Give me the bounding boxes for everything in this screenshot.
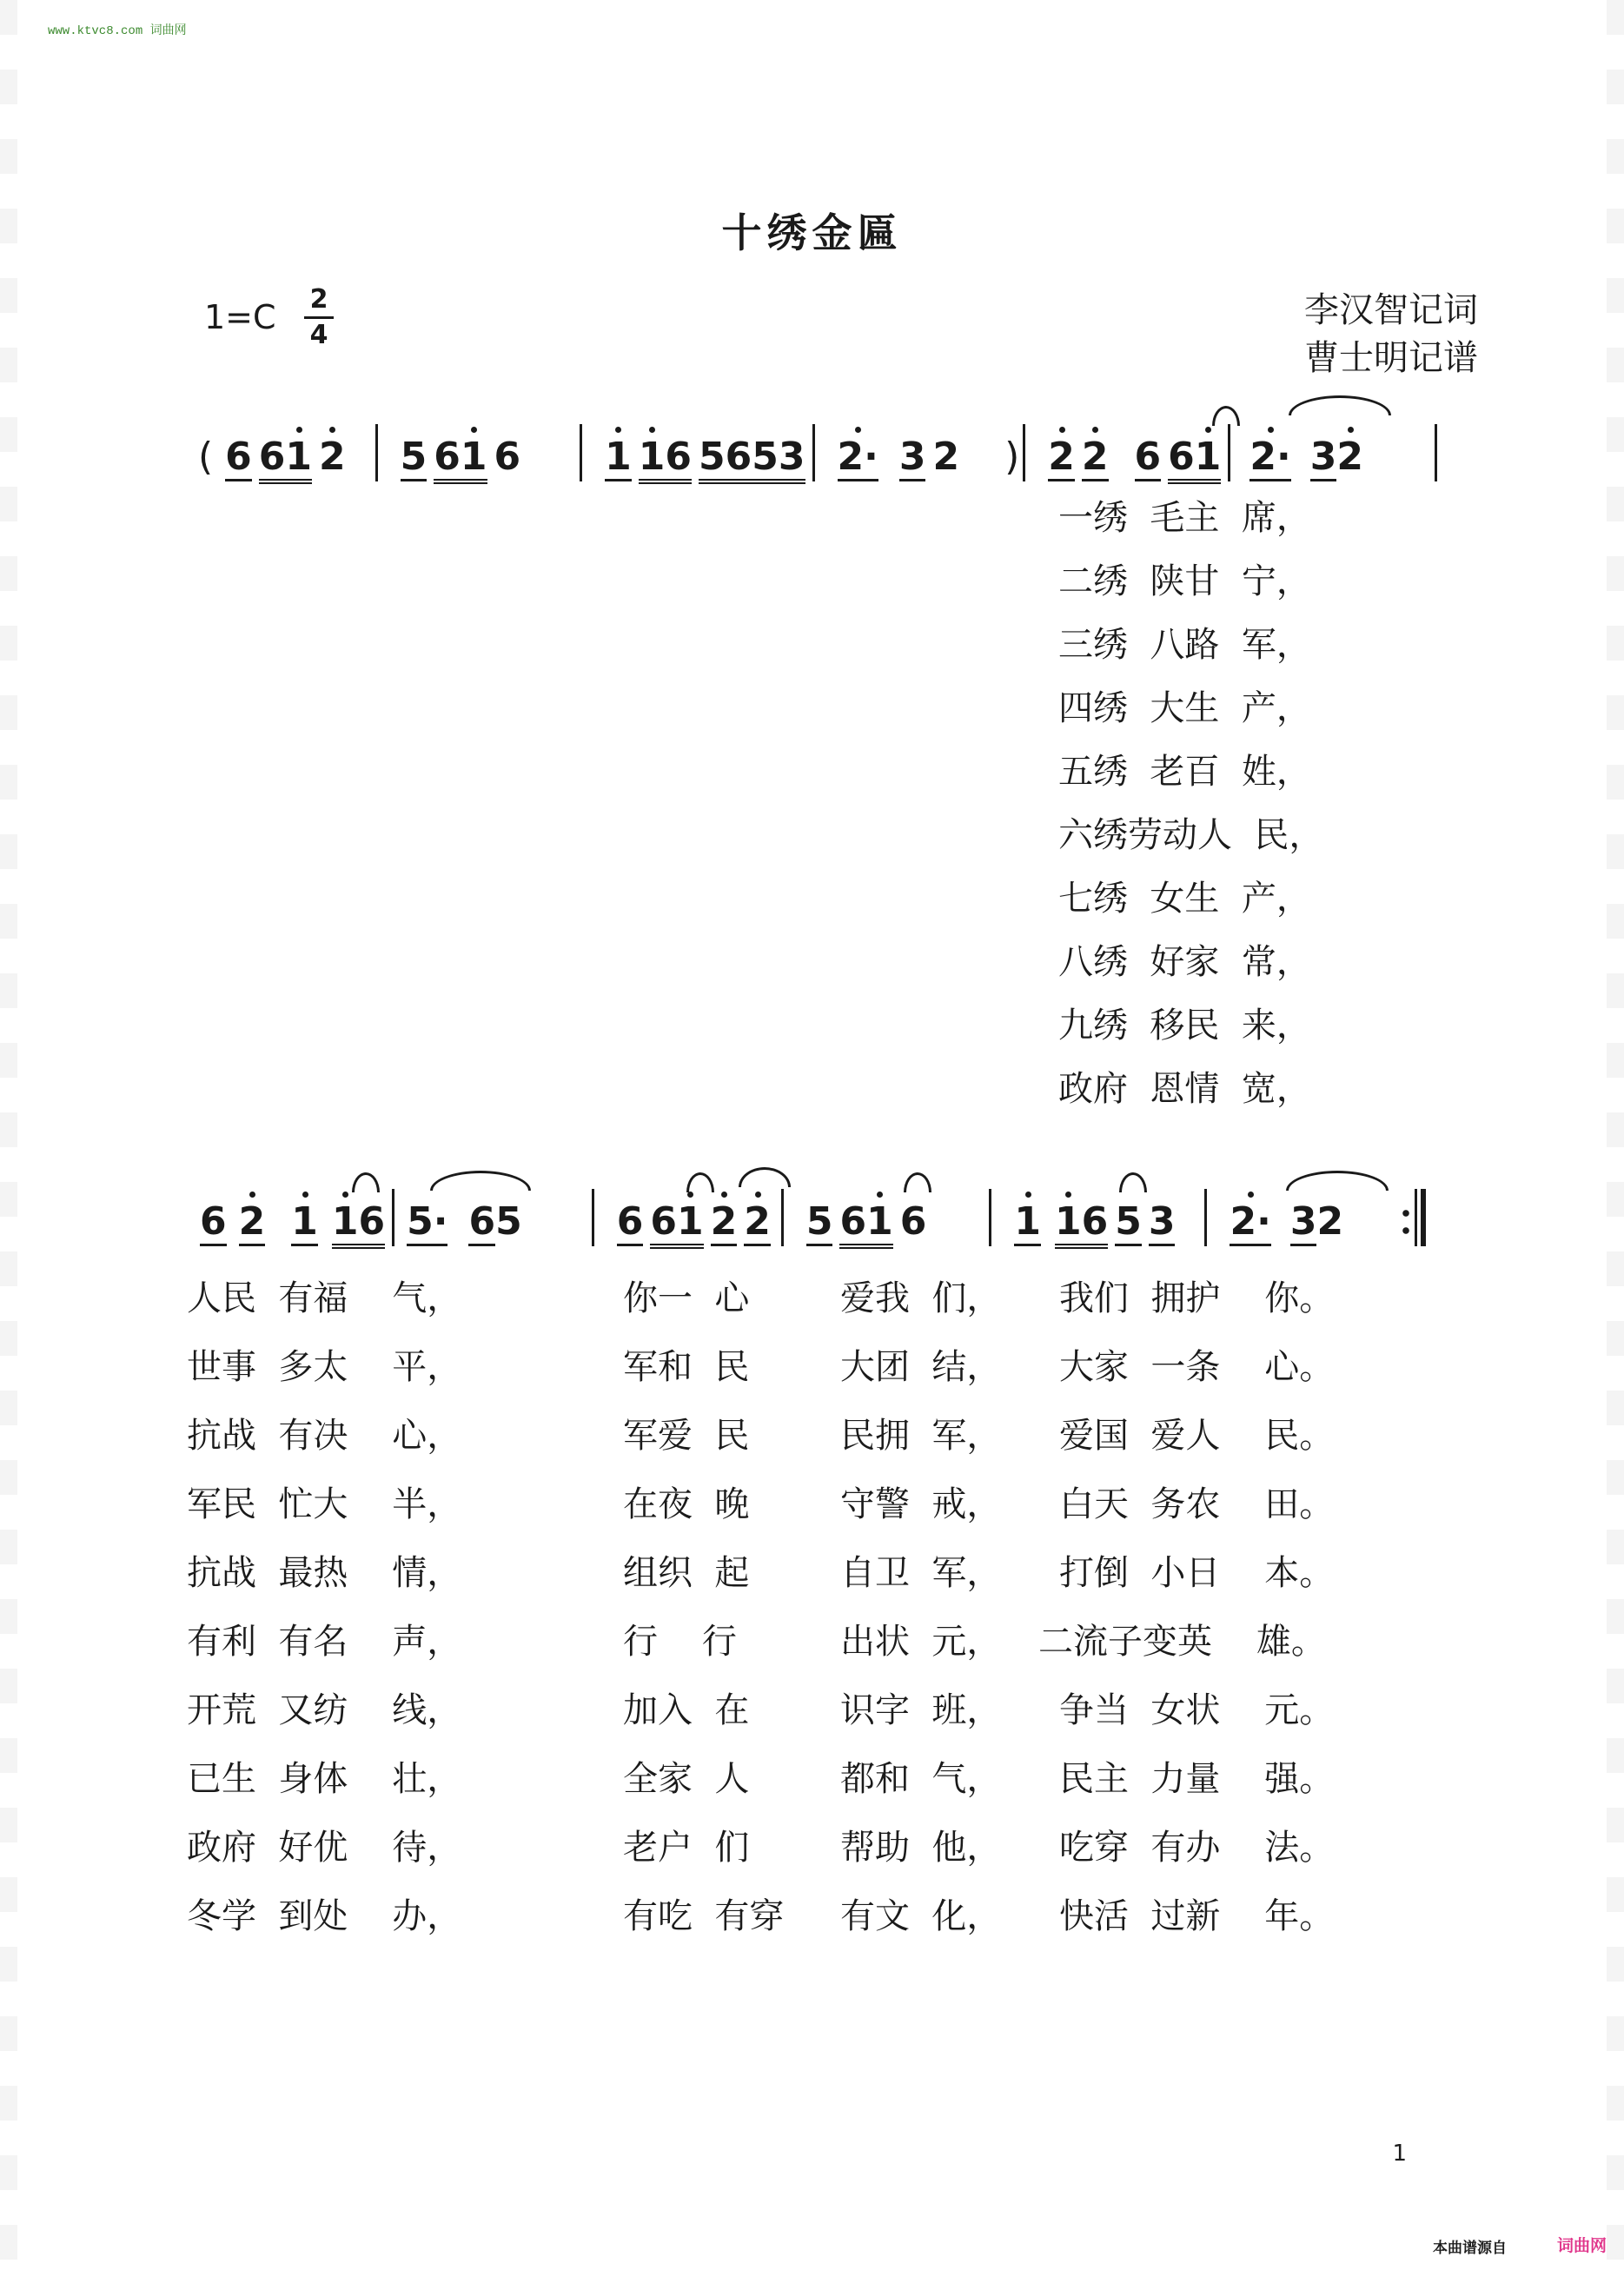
note: 6 (1168, 435, 1195, 484)
note: 1 (461, 435, 487, 484)
lyric-line: 民主 力量 强。 (1059, 1759, 1335, 1799)
lyric-line: 有吃 有穿 (623, 1896, 785, 1936)
note: 2· (1230, 1199, 1270, 1246)
lyric-line: 大家 一条 心。 (1059, 1347, 1335, 1387)
lyric-line: 吃穿 有办 法。 (1059, 1828, 1335, 1868)
lyric-line: 加入 在 (623, 1690, 750, 1730)
verse-lyrics-col-a (187, 1265, 461, 1951)
footer-site-logo[interactable]: 词曲网 (1556, 2236, 1607, 2255)
note: 2 (1336, 435, 1363, 479)
slur (1286, 1171, 1389, 1191)
lyric-line: 六绣劳动人 民， (1058, 815, 1324, 855)
barline (1435, 424, 1437, 481)
lyric-line: 冬学 到处 办， (187, 1896, 462, 1936)
lyric-line: 有利 有名 声， (187, 1622, 462, 1662)
note: 2 (932, 435, 960, 479)
note: 5· (407, 1199, 447, 1246)
note: 3 (1310, 435, 1337, 481)
verse-lyrics-first-line (1058, 487, 1323, 1121)
note: 5 (1115, 1199, 1142, 1246)
slur (739, 1167, 791, 1187)
lyric-line: 在夜 晚 (623, 1484, 750, 1524)
note: 3 (899, 435, 926, 481)
lyric-line: 老户 们 (623, 1828, 750, 1868)
lyric-line: 识字 班， (840, 1690, 1002, 1730)
lyric-line: 打倒 小日 本。 (1059, 1553, 1335, 1593)
lyric-line: 你一 心 (623, 1278, 750, 1318)
note: 6 (665, 435, 692, 484)
note: 1 (1195, 435, 1222, 484)
barline (392, 1189, 394, 1246)
note: 3 (1290, 1199, 1317, 1246)
right-watermark-strip (1607, 0, 1624, 2277)
page-number: 1 (1392, 2141, 1407, 2167)
lyric-line: 八绣 好家 常， (1058, 942, 1311, 982)
verse-lyrics-col-c (840, 1265, 1001, 1951)
lyric-line: 抗战 有决 心， (187, 1416, 462, 1456)
paren-open: ( (198, 435, 214, 479)
slur (1289, 395, 1391, 415)
note: 2 (1316, 1199, 1344, 1244)
note: 2 (239, 1199, 266, 1246)
barline (989, 1189, 991, 1246)
lyric-line: 二绣 陕甘 宁， (1058, 561, 1311, 601)
paren-close: ) (1004, 435, 1020, 479)
note: 5653 (699, 435, 805, 484)
lyric-line: 爱我 们， (840, 1278, 1002, 1318)
verse-lyrics-col-b (623, 1265, 784, 1951)
slur (904, 1172, 931, 1192)
lyric-line: 人民 有福 气， (187, 1278, 462, 1318)
repeat-barline-thin (1415, 1189, 1417, 1246)
composer-credit: 曹士明记谱 (1304, 338, 1478, 378)
note: 6 (617, 1199, 644, 1246)
slur (352, 1172, 380, 1192)
note: 2 (1082, 435, 1109, 481)
lyric-line: 四绣 大生 产， (1058, 688, 1311, 728)
repeat-barline-thick (1421, 1189, 1426, 1246)
site-url[interactable]: www.ktvc8.com 词曲网 (48, 24, 187, 38)
note: 6 (899, 1199, 927, 1244)
note: 1 (285, 435, 312, 484)
note: 2 (711, 1199, 738, 1246)
note: 2· (838, 435, 878, 481)
barline (1204, 1189, 1207, 1246)
lyric-line: 出状 元， (840, 1622, 1002, 1662)
note: 6 (225, 435, 252, 481)
lyric-line: 五绣 老百 姓， (1058, 752, 1311, 792)
barline (1023, 424, 1025, 481)
notation-line-2 (200, 1189, 1433, 1249)
time-signature-top: 2 (304, 287, 334, 319)
lyric-line: 行 行 (623, 1622, 737, 1662)
lyric-line: 政府 恩情 宽， (1058, 1069, 1311, 1109)
note: 6 (359, 1199, 386, 1249)
barline (592, 1189, 594, 1246)
lyricist-credit: 李汉智记词 (1304, 290, 1478, 330)
lyric-line: 白天 务农 田。 (1059, 1484, 1335, 1524)
lyric-line: 我们 拥护 你。 (1059, 1278, 1335, 1318)
note: 5 (401, 435, 428, 481)
slur (430, 1171, 531, 1191)
lyric-line: 世事 多太 平， (187, 1347, 462, 1387)
slur (686, 1172, 714, 1192)
note: 6 (839, 1199, 866, 1249)
lyric-line: 自卫 军， (840, 1553, 1002, 1593)
lyric-line: 爱国 爱人 民。 (1059, 1416, 1335, 1456)
lyric-line: 民拥 军， (840, 1416, 1002, 1456)
barline (812, 424, 815, 481)
lyric-line: 大团 结， (840, 1347, 1002, 1387)
note: 1 (866, 1199, 893, 1249)
barline (375, 424, 378, 481)
lyric-line: 九绣 移民 来， (1058, 1006, 1311, 1046)
lyric-line: 都和 气， (840, 1759, 1002, 1799)
barline (1228, 424, 1230, 481)
lyric-line: 二流子变英 雄。 (1038, 1622, 1326, 1662)
lyric-line: 快活 过新 年。 (1059, 1896, 1335, 1936)
note: 2 (1048, 435, 1075, 481)
repeat-dots (1402, 1205, 1409, 1239)
note: 5 (806, 1199, 833, 1246)
slur (1212, 406, 1240, 426)
note: 1 (677, 1199, 704, 1249)
note: 1 (291, 1199, 318, 1246)
lyric-line: 全家 人 (623, 1759, 750, 1799)
notation-line-1 (198, 424, 1460, 484)
lyric-line: 已生 身体 壮， (187, 1759, 462, 1799)
note: 1 (605, 435, 632, 481)
lyric-line: 帮助 他， (840, 1828, 1002, 1868)
note: 6 (494, 435, 521, 479)
lyric-line: 组织 起 (623, 1553, 750, 1593)
note: 2 (319, 435, 346, 479)
note: 3 (1149, 1199, 1176, 1246)
time-signature-bottom: 4 (309, 320, 328, 350)
footer-source-text: 本曲谱源自 (1433, 2240, 1507, 2257)
note: 6 (434, 435, 461, 484)
note: 2 (744, 1199, 771, 1246)
note: 5 (495, 1199, 522, 1244)
note: 2· (1249, 435, 1290, 481)
lyric-line: 有文 化， (840, 1896, 1002, 1936)
note: 1 (639, 435, 666, 484)
key-signature: 1=C (204, 298, 276, 336)
song-title: 十绣金匾 (721, 209, 903, 256)
lyric-line: 政府 好优 待， (187, 1828, 462, 1868)
note: 1 (332, 1199, 359, 1249)
lyric-line: 抗战 最热 情， (187, 1553, 462, 1593)
slur (1119, 1172, 1147, 1192)
note: 6 (650, 1199, 677, 1249)
lyric-line: 开荒 又纺 线， (187, 1690, 462, 1730)
note: 6 (259, 435, 286, 484)
time-signature (304, 284, 334, 350)
note: 1 (1014, 1199, 1041, 1246)
lyric-line: 七绣 女生 产， (1058, 879, 1311, 919)
lyric-line: 军和 民 (623, 1347, 750, 1387)
lyric-line: 军民 忙大 半， (187, 1484, 462, 1524)
lyric-line: 军爱 民 (623, 1416, 750, 1456)
lyric-line: 一绣 毛主 席， (1058, 498, 1311, 538)
note: 6 (1082, 1199, 1109, 1249)
verse-lyrics-col-d (1038, 1265, 1334, 1951)
lyric-line: 守警 戒， (840, 1484, 1002, 1524)
barline (781, 1189, 784, 1246)
lyric-line: 争当 女状 元。 (1059, 1690, 1335, 1730)
note: 1 (1055, 1199, 1082, 1249)
note: 6 (468, 1199, 495, 1246)
note: 6 (200, 1199, 227, 1246)
left-watermark-strip (0, 0, 17, 2277)
note: 6 (1135, 435, 1162, 481)
lyric-line: 三绣 八路 军， (1058, 625, 1311, 665)
barline (580, 424, 582, 481)
